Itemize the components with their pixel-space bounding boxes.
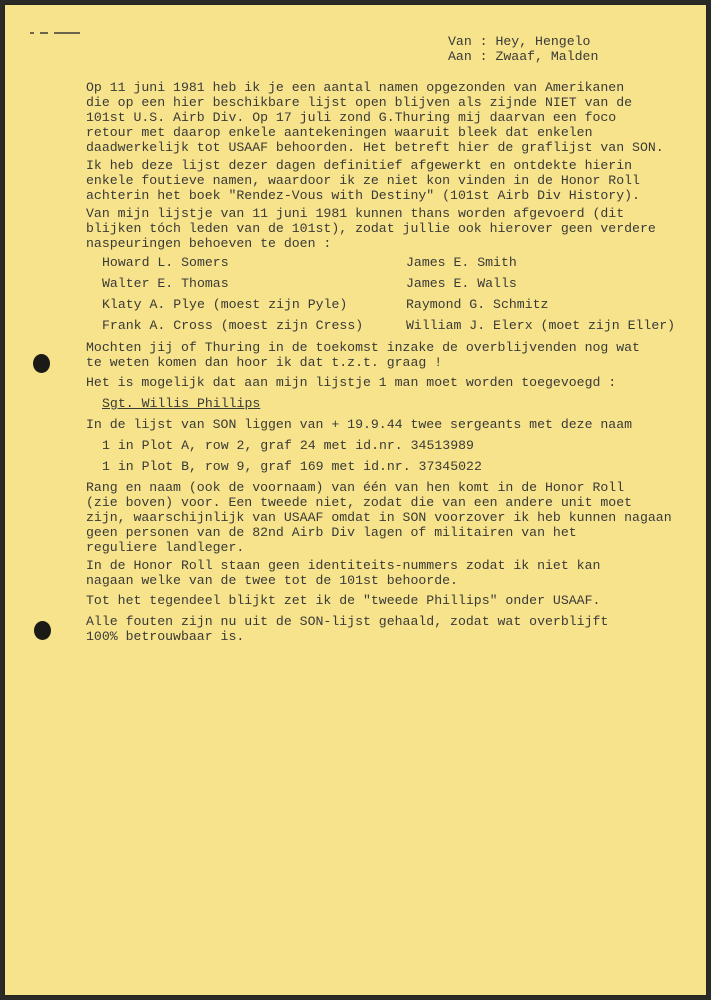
paragraph-2-line: Ik heb deze lijst dezer dagen definitief afgewerkt en ontdekte hierin	[86, 158, 633, 173]
paragraph-7-line: Rang en naam (ook de voornaam) van één van hen komt in de Honor Roll	[86, 480, 625, 495]
paragraph-10-line: 100% betrouwbaar is.	[86, 629, 245, 644]
sender-line: Van : Hey, Hengelo	[448, 34, 591, 49]
paragraph-5-line: Het is mogelijk dat aan mijn lijstje 1 man moet worden toegevoegd :	[86, 375, 617, 390]
paragraph-10-line: Alle fouten zijn nu uit de SON-lijst gehaald, zodat wat overblijft	[86, 614, 609, 629]
paragraph-8-line: nagaan welke van de twee tot de 101st behoorde.	[86, 573, 458, 588]
name-item: Howard L. Somers	[102, 255, 229, 270]
paragraph-2-line: achterin het boek "Rendez-Vous with Destiny" (101st Airb Div History).	[86, 188, 640, 203]
name-item: William J. Elerx (moet zijn Eller)	[406, 318, 676, 333]
paragraph-7-line: zijn, waarschijnlijk van USAAF omdat in SON voorzover ik heb kunnen nagaan	[86, 510, 672, 525]
paragraph-3-line: Van mijn lijstje van 11 juni 1981 kunnen thans worden afgevoerd (dit	[86, 206, 625, 221]
paragraph-7-line: (zie boven) voor. Een tweede niet, zodat die van een andere unit moet	[86, 495, 633, 510]
paragraph-7-line: geen personen van de 82nd Airb Div lagen of militairen van het	[86, 525, 577, 540]
paragraph-7-line: reguliere landleger.	[86, 540, 245, 555]
name-item: Raymond G. Schmitz	[406, 297, 549, 312]
name-item: Klaty A. Plye (moest zijn Pyle)	[102, 297, 348, 312]
sergeant-name: Sgt. Willis Phillips	[102, 396, 261, 411]
plot-entry: 1 in Plot A, row 2, graf 24 met id.nr. 34513989	[102, 438, 474, 453]
address-block	[448, 34, 598, 64]
paragraph-3-line: blijken tóch leden van de 101st), zodat jullie ook hierover geen verdere	[86, 221, 656, 236]
paragraph-4-line: Mochten jij of Thuring in de toekomst inzake de overblijvenden nog wat	[86, 340, 640, 355]
paragraph-1-line: retour met daarop enkele aantekeningen waaruit bleek dat enkelen	[86, 125, 593, 140]
paragraph-1-line: daadwerkelijk tot USAAF behoorden. Het betreft hier de graflijst van SON.	[86, 140, 664, 155]
paragraph-6-line: In de lijst van SON liggen van + 19.9.44 twee sergeants met deze naam	[86, 417, 633, 432]
paragraph-1-line: die op een hier beschikbare lijst open blijven als zijnde NIET van de	[86, 95, 633, 110]
name-item: James E. Walls	[406, 276, 517, 291]
paragraph-2-line: enkele foutieve namen, waardoor ik ze niet kon vinden in de Honor Roll	[86, 173, 640, 188]
paragraph-1-line: 101st U.S. Airb Div. Op 17 juli zond G.Thuring mij daarvan een foco	[86, 110, 617, 125]
name-item: Frank A. Cross (moest zijn Cress)	[102, 318, 364, 333]
paragraph-4-line: te weten komen dan hoor ik dat t.z.t. graag !	[86, 355, 443, 370]
plot-entry: 1 in Plot B, row 9, graf 169 met id.nr. 37345022	[102, 459, 482, 474]
punch-hole-top	[33, 354, 50, 373]
name-item: Walter E. Thomas	[102, 276, 229, 291]
recipient-line: Aan : Zwaaf, Malden	[448, 49, 599, 64]
paragraph-9-line: Tot het tegendeel blijkt zet ik de "tweede Phillips" onder USAAF.	[86, 593, 601, 608]
paragraph-8-line: In de Honor Roll staan geen identiteits-nummers zodat ik niet kan	[86, 558, 601, 573]
paragraph-1-line: Op 11 juni 1981 heb ik je een aantal namen opgezonden van Amerikanen	[86, 80, 625, 95]
pencil-mark	[30, 30, 82, 36]
punch-hole-bottom	[34, 621, 51, 640]
name-item: James E. Smith	[406, 255, 517, 270]
paragraph-3-line: naspeuringen behoeven te doen :	[86, 236, 332, 251]
